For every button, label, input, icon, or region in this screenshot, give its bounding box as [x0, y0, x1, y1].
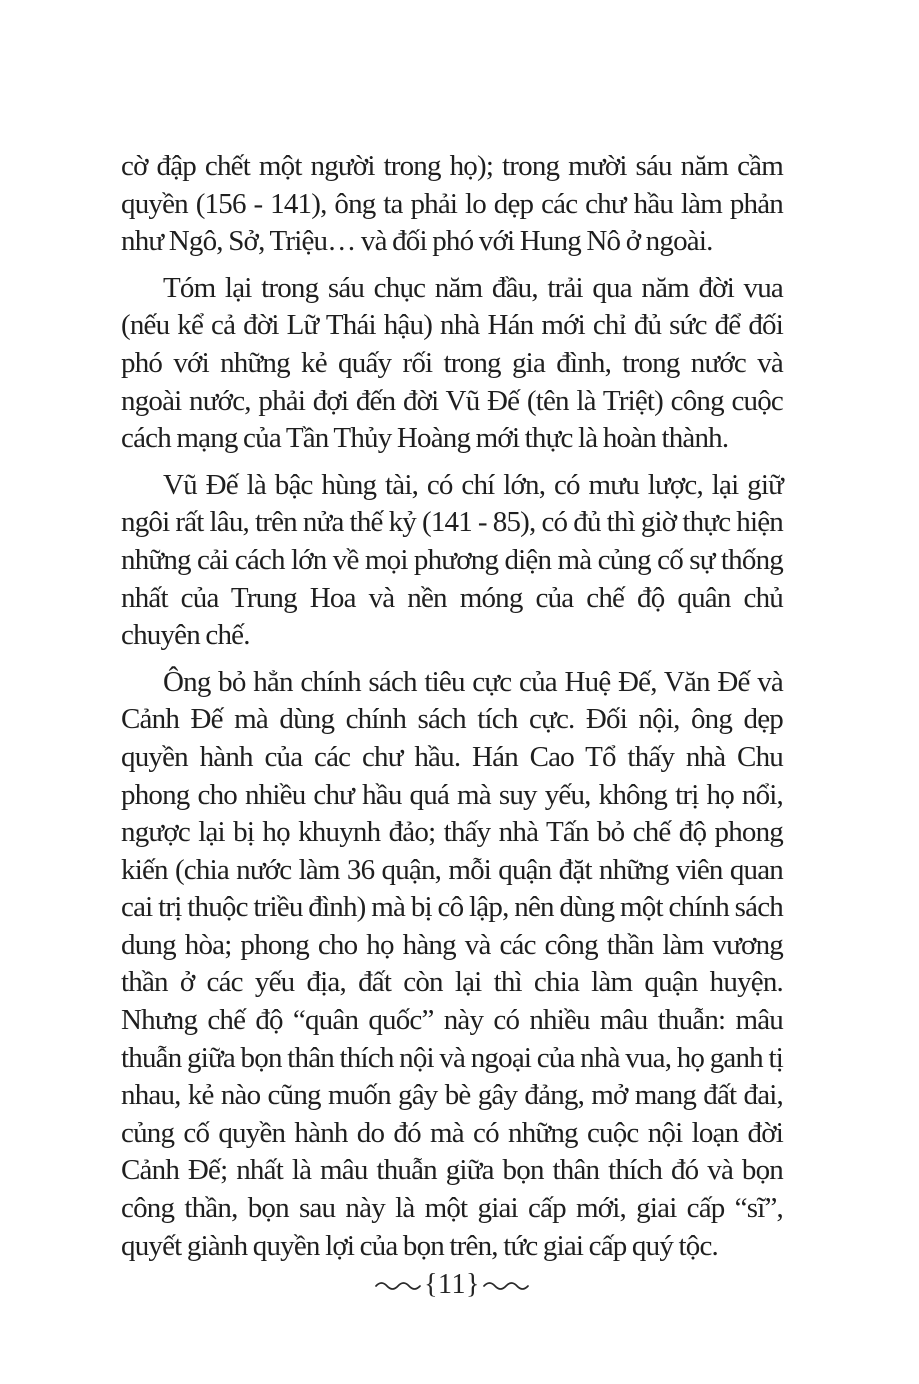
paragraph-tom-lai: Tóm lại trong sáu chục năm đầu, trải qua năm đời vua (nếu kể cả đời Lữ Thái hậu) nhà Hán mới chỉ đủ sức để đối phó với những kẻ quấy rối trong gia đình, trong nước và ngoài nước, phải đợi đến đời Vũ Đế (tên là Triệt) công cuộc cách mạng của Tần Thủy Hoàng mới thực là hoàn thành. — [121, 271, 783, 455]
page-text-block — [121, 148, 783, 1265]
paragraph-continuation: cờ đập chết một người trong họ); trong mười sáu năm cầm quyền (156 - 141), ông ta phải lo dẹp các chư hầu làm phản như Ngô, Sở, Triệu… và đối phó với Hung Nô ở ngoài. — [121, 150, 783, 258]
paragraph-vu-de: Vũ Đế là bậc hùng tài, có chí lớn, có mưu lược, lại giữ ngôi rất lâu, trên nửa thế kỷ (141 - 85), có đủ thì giờ thực hiện những cải cách lớn về mọi phương diện mà củng cố sự thống nhất của Trung Hoa và nền móng của chế độ quân chủ chuyên chế. — [121, 468, 783, 652]
footer-squiggle-right-icon — [483, 1278, 529, 1292]
page-number: {11} — [424, 1269, 480, 1300]
paragraph-ong-bo-han: Ông bỏ hẳn chính sách tiêu cực của Huệ Đế, Văn Đế và Cảnh Đế mà dùng chính sách tích cực. Đối nội, ông dẹp quyền hành của các chư hầu. Hán Cao Tổ thấy nhà Chu phong cho nhiều chư hầu quá mà suy yếu, không trị họ nổi, ngược lại bị họ khuynh đảo; thấy nhà Tấn bỏ chế độ phong kiến (chia nước làm 36 quận, mỗi quận đặt những viên quan cai trị thuộc triều đình) mà bị cô lập, nên dùng một chính sách dung hòa; phong cho họ hàng và các công thần làm vương thần ở các yếu địa, đất còn lại thì chia làm quận huyện. Nhưng chế độ “quân quốc” này có nhiều mâu thuẫn: mâu thuẫn giữa bọn thân thích nội và ngoại của nhà vua, họ ganh tị nhau, kẻ nào cũng muốn gây bè gây đảng, mở mang đất đai, củng cố quyền hành do đó mà có những cuộc nội loạn đời Cảnh Đế; nhất là mâu thuẫn giữa bọn thân thích đó và bọn công thần, bọn sau này là một giai cấp mới, giai cấp “sĩ”, quyết giành quyền lợi của bọn trên, tức giai cấp quý tộc. — [121, 665, 783, 1262]
footer-squiggle-left-icon — [375, 1278, 421, 1292]
page-footer — [121, 1268, 783, 1302]
